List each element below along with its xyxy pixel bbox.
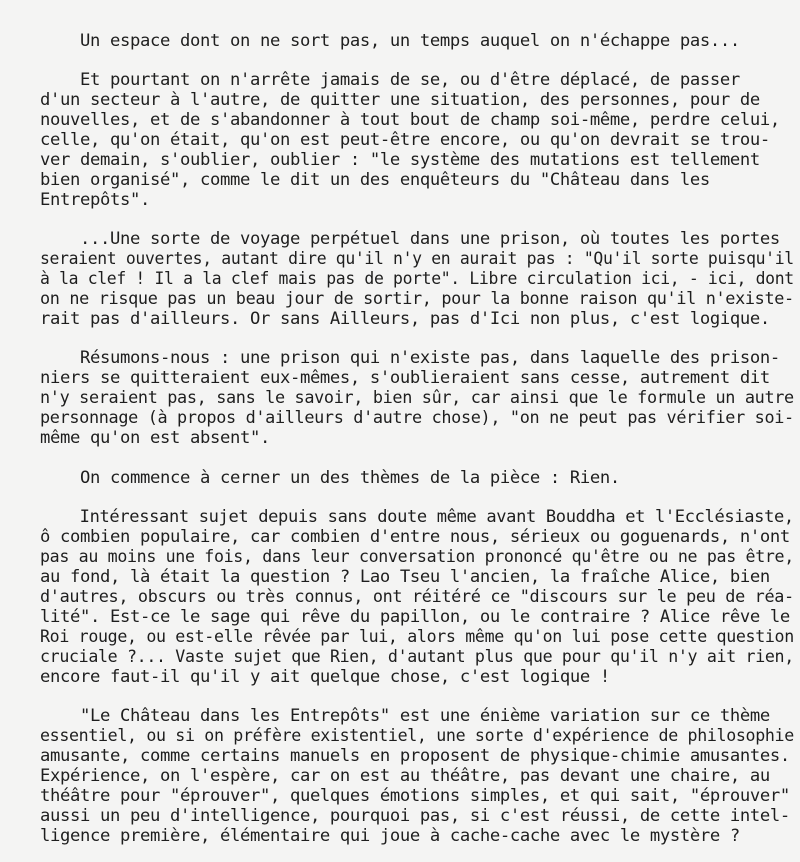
text-line: pas au moins une fois, dans leur conversation prononcé qu'être ou ne pas être, xyxy=(40,547,794,567)
text-line: cruciale ?... Vaste sujet que Rien, d'autant plus que pour qu'il n'y ait rien, xyxy=(40,647,794,667)
text-line: Intéressant sujet depuis sans doute même avant Bouddha et l'Ecclésiaste, xyxy=(40,507,794,527)
text-line: ...Une sorte de voyage perpétuel dans une prison, où toutes les portes xyxy=(40,229,780,249)
text-line: "Le Château dans les Entrepôts" est une énième variation sur ce thème xyxy=(40,706,770,726)
text-line: lité". Est-ce le sage qui rêve du papillon, ou le contraire ? Alice rêve le xyxy=(40,607,790,627)
text-line: d'un secteur à l'autre, de quitter une situation, des personnes, pour de xyxy=(40,90,760,110)
text-line: ver demain, s'oublier, oublier : "le système des mutations est tellement xyxy=(40,150,760,170)
text-line: Résumons-nous : une prison qui n'existe pas, dans laquelle des prison- xyxy=(40,348,780,368)
text-line: amusante, comme certains manuels en proposent de physique-chimie amusantes. xyxy=(40,746,790,766)
text-line: encore faut-il qu'il y ait quelque chose, c'est logique ! xyxy=(40,667,610,687)
text-line: seraient ouvertes, autant dire qu'il n'y en aurait pas : "Qu'il sorte puisqu'il xyxy=(40,249,794,269)
text-line: bien organisé", comme le dit un des enquêteurs du "Château dans les xyxy=(40,170,710,190)
text-line: On commence à cerner un des thèmes de la pièce : Rien. xyxy=(40,468,620,488)
text-line: Roi rouge, ou est-elle rêvée par lui, alors même qu'on lui pose cette question xyxy=(40,627,794,647)
text-line: aussi un peu d'intelligence, pourquoi pas, si c'est réussi, de cette intel- xyxy=(40,806,790,826)
text-line: au fond, là était la question ? Lao Tseu l'ancien, la fraîche Alice, bien xyxy=(40,567,770,587)
text-line: rait pas d'ailleurs. Or sans Ailleurs, pas d'Ici non plus, c'est logique. xyxy=(40,309,770,329)
text-line: Expérience, on l'espère, car on est au théâtre, pas devant une chaire, au xyxy=(40,766,770,786)
text-line: essentiel, ou si on préfère existentiel, une sorte d'expérience de philosophie xyxy=(40,726,794,746)
text-line: Entrepôts". xyxy=(40,190,150,210)
text-line: à la clef ! Il a la clef mais pas de porte". Libre circulation ici, - ici, dont xyxy=(40,269,794,289)
text-line: n'y seraient pas, sans le savoir, bien sûr, car ainsi que le formule un autre xyxy=(40,388,794,408)
text-line: Et pourtant on n'arrête jamais de se, ou d'être déplacé, de passer xyxy=(40,70,740,90)
text-line: d'autres, obscurs ou très connus, ont réitéré ce "discours sur le peu de réa- xyxy=(40,587,794,607)
text-line: Un espace dont on ne sort pas, un temps auquel on n'échappe pas... xyxy=(40,31,740,51)
text-line: on ne risque pas un beau jour de sortir, pour la bonne raison qu'il n'existe- xyxy=(40,289,794,309)
text-line: nouvelles, et de s'abandonner à tout bout de champ soi-même, perdre celui, xyxy=(40,110,780,130)
text-line: même qu'on est absent". xyxy=(40,428,270,448)
text-line: personnage (à propos d'ailleurs d'autre chose), "on ne peut pas vérifier soi- xyxy=(40,408,794,428)
text-line: niers se quitteraient eux-mêmes, s'oublieraient sans cesse, autrement dit xyxy=(40,368,770,388)
text-line: théâtre pour "éprouver", quelques émotions simples, et qui sait, "éprouver" xyxy=(40,786,790,806)
text-line: celle, qu'on était, qu'on est peut-être encore, ou qu'on devrait se trou- xyxy=(40,130,770,150)
text-line: ligence première, élémentaire qui joue à cache-cache avec le mystère ? xyxy=(40,826,740,846)
text-line: ô combien populaire, car combien d'entre nous, sérieux ou goguenards, n'ont xyxy=(40,527,790,547)
